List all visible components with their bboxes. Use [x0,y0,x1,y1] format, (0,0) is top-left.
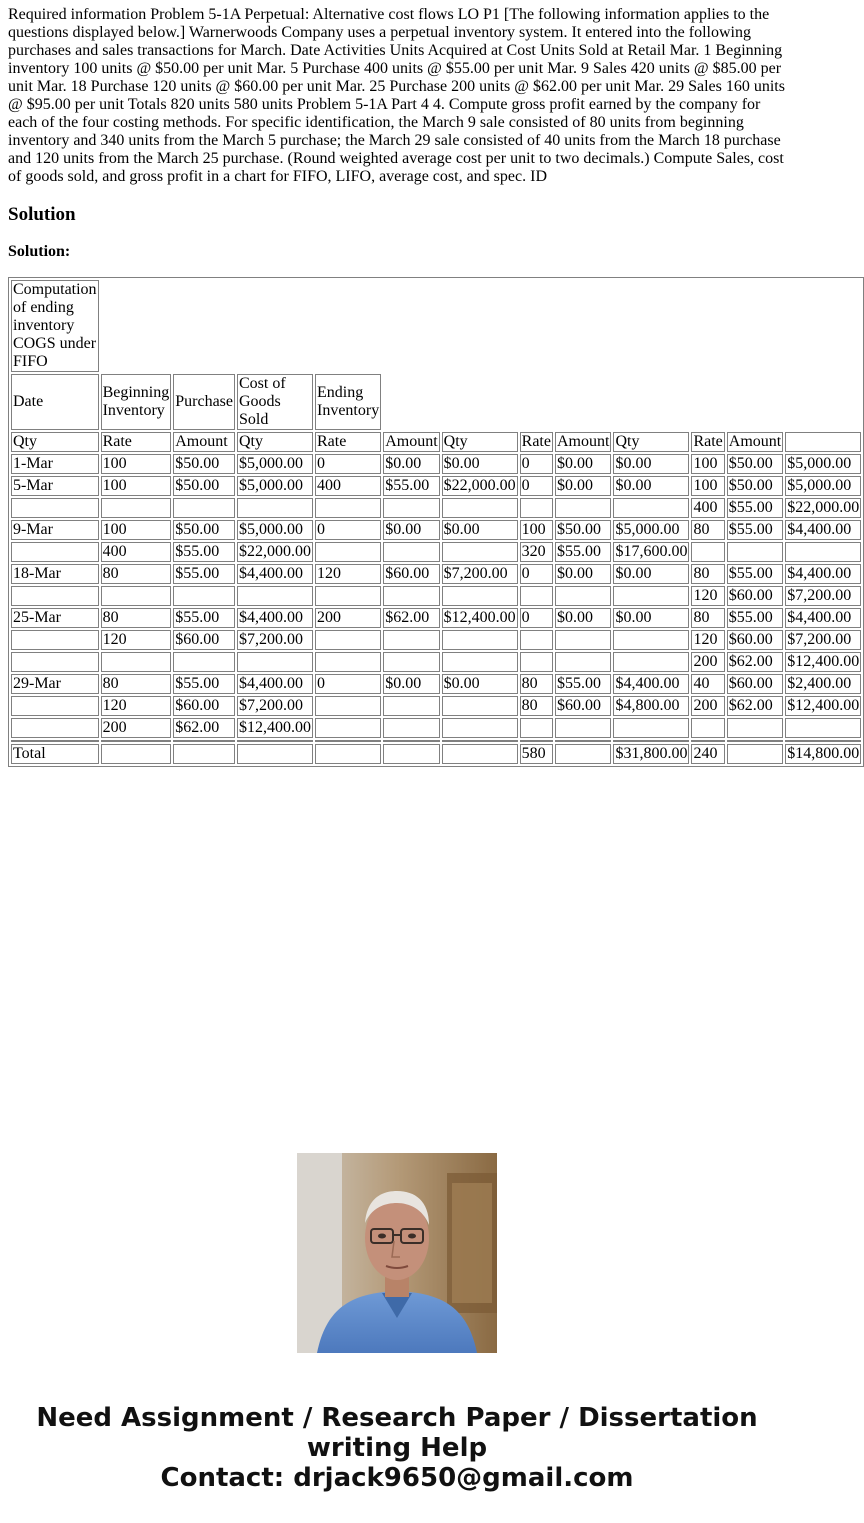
table-cell: $7,200.00 [785,586,861,606]
table-cell: $4,400.00 [785,608,861,628]
separator-cell [11,740,99,742]
table-cell [383,586,439,606]
date-cell [11,718,99,738]
table-cell: 0 [315,674,381,694]
table-cell [383,652,439,672]
date-cell: 29-Mar [11,674,99,694]
table-cell: $12,400.00 [239,719,311,736]
table-cell: $4,400.00 [237,608,313,628]
table-cell [442,542,518,562]
table-cell: $0.00 [555,476,611,496]
table-cell [613,630,689,650]
table-cell [442,630,518,650]
table-cell: 80 [101,674,172,694]
table-cell: $5,000.00 [237,520,313,540]
table-cell [520,718,553,738]
table-cell: $60.00 [383,564,439,584]
table-cell [315,718,381,738]
table-cell [613,498,689,518]
table-cell [613,652,689,672]
table-cell [555,652,611,672]
table-cell [442,696,518,716]
table-cell: $22,000.00 [787,499,860,516]
table-row [11,718,861,738]
table-cell: $55.00 [727,608,783,628]
table-cell: $62.00 [727,696,783,716]
table-row [11,476,861,496]
table-cell [315,630,381,650]
table-cell: $4,800.00 [613,696,689,716]
table-cell: 100 [520,520,553,540]
table-cell: $0.00 [442,454,518,474]
date-cell: 18-Mar [11,564,99,584]
table-cell [555,586,611,606]
table-cell: 100 [691,476,724,496]
contact-banner [0,1403,794,1493]
table-cell: 320 [520,542,553,562]
table-cell: $5,000.00 [237,454,313,474]
group-header-ending-inventory: Ending Inventory [315,374,381,430]
table-cell: 80 [101,608,172,628]
table-cell: $50.00 [727,476,783,496]
separator-cell [727,740,783,742]
fifo-computation-table [8,277,864,767]
table-cell: $0.00 [555,454,611,474]
table-row [11,696,861,716]
table-row [11,630,861,650]
table-cell: $0.00 [555,564,611,584]
group-header-cogs: Cost of Goods Sold [237,374,313,430]
table-cell: $50.00 [173,476,235,496]
column-header: Amount [556,433,610,450]
table-cell [520,652,553,672]
total-label: Total [11,744,99,764]
table-cell: $0.00 [613,608,689,628]
total-cell [315,744,381,764]
table-cell: 400 [691,498,724,518]
table-cell: $55.00 [727,498,783,518]
table-cell: 200 [315,608,381,628]
separator-cell [101,740,172,742]
table-cell: $60.00 [173,630,235,650]
table-cell: $55.00 [727,520,783,540]
table-cell [442,718,518,738]
table-cell: $55.00 [555,542,611,562]
table-row [11,542,861,562]
group-header-purchase: Purchase [173,374,235,430]
table-cell: 0 [520,454,553,474]
table-cell: $0.00 [613,564,689,584]
table-cell: $4,400.00 [785,520,861,540]
date-cell [11,696,99,716]
table-cell: $17,600.00 [615,543,688,560]
date-cell [11,542,99,562]
table-cell: $0.00 [383,520,439,540]
table-cell: 0 [520,608,553,628]
table-cell [727,542,783,562]
table-row [11,586,861,606]
table-cell: 40 [691,674,724,694]
table-cell: $0.00 [383,454,439,474]
total-cell [442,744,518,764]
table-cell [101,652,172,672]
column-header: Amount [385,433,438,450]
table-cell: $0.00 [442,520,518,540]
table-cell [383,696,439,716]
column-header: Qty [237,432,313,452]
table-row [11,498,861,518]
column-header: Qty [11,432,99,452]
table-cell: $60.00 [727,586,783,606]
total-cell: 580 [520,744,553,764]
footer-avatar-area [0,1150,794,1353]
total-cell: $31,800.00 [615,745,688,762]
table-cell [173,498,235,518]
total-cell [173,744,235,764]
date-cell: 9-Mar [11,520,99,540]
column-header: Rate [521,433,551,450]
total-cell: 240 [691,744,724,764]
table-cell [555,630,611,650]
table-cell [383,498,439,518]
author-avatar [297,1153,497,1353]
table-cell: 0 [315,520,381,540]
table-cell: $62.00 [383,608,439,628]
table-cell: $4,400.00 [785,564,861,584]
table-cell: 0 [520,476,553,496]
column-header: Qty [442,432,518,452]
table-row [11,652,861,672]
table-cell [237,652,313,672]
table-cell: $0.00 [442,674,518,694]
table-title-row [11,280,861,372]
table-cell: 100 [101,520,172,540]
table-row [11,608,861,628]
table-cell [173,652,235,672]
table-cell [315,498,381,518]
table-cell [520,498,553,518]
separator-cell [315,740,381,742]
column-header: Amount [728,433,782,450]
table-cell [237,586,313,606]
table-cell: $2,400.00 [785,674,861,694]
column-header: Qty [613,432,689,452]
table-cell: $22,000.00 [443,477,516,494]
table-cell: $60.00 [173,696,235,716]
date-cell [11,630,99,650]
table-cell [237,498,313,518]
column-header: Amount [173,432,235,452]
table-cell: $55.00 [173,564,235,584]
table-cell [383,630,439,650]
table-cell: $60.00 [555,696,611,716]
separator-cell [691,740,724,742]
separator-cell [555,740,611,742]
table-cell: 100 [101,476,172,496]
table-cell: 80 [520,674,553,694]
table-cell: $4,400.00 [613,674,689,694]
total-separator [11,740,861,742]
table-cell: 0 [520,564,553,584]
table-cell [101,498,172,518]
solution-heading: Solution [8,204,76,225]
table-cell: $50.00 [173,520,235,540]
column-header: Rate [101,432,172,452]
table-cell: $60.00 [727,630,783,650]
table-cell: $0.00 [613,476,689,496]
table-cell: $5,000.00 [785,476,861,496]
avatar-image [297,1153,497,1353]
total-cell [237,744,313,764]
total-cell [101,744,172,764]
separator-cell [237,740,313,742]
table-cell [383,542,439,562]
table-cell: $50.00 [173,454,235,474]
table-cell: $0.00 [383,674,439,694]
table-row [11,454,861,474]
table-cell: $62.00 [173,718,235,738]
table-cell: 120 [691,630,724,650]
separator-cell [442,740,518,742]
contact-line-2: writing Help [306,1433,488,1463]
group-header-row [11,374,861,430]
separator-cell [383,740,439,742]
table-cell: $5,000.00 [613,520,689,540]
table-cell: $55.00 [383,476,439,496]
table-cell: 80 [101,564,172,584]
column-header: Rate [315,432,381,452]
separator-cell [173,740,235,742]
date-cell: 25-Mar [11,608,99,628]
table-cell: 200 [691,696,724,716]
total-cell [727,744,783,764]
date-cell: 5-Mar [11,476,99,496]
table-cell [442,586,518,606]
table-cell: $7,200.00 [237,696,313,716]
table-cell: 120 [691,586,724,606]
table-container [8,277,860,767]
table-cell: $50.00 [555,520,611,540]
table-cell: $7,200.00 [785,630,861,650]
table-cell: $62.00 [727,652,783,672]
table-cell: 120 [315,564,381,584]
page-content [8,6,860,767]
table-cell: $55.00 [555,674,611,694]
table-cell: $50.00 [727,454,783,474]
contact-line-1: Need Assignment / Research Paper / Dissertation [36,1403,758,1433]
table-cell [315,542,381,562]
table-cell [785,718,861,738]
table-cell: 100 [101,454,172,474]
table-cell: 0 [315,454,381,474]
table-row [11,520,861,540]
table-cell [691,542,724,562]
table-cell [520,630,553,650]
table-cell: $0.00 [555,608,611,628]
total-cell: $14,800.00 [787,745,860,762]
table-cell: $55.00 [173,674,235,694]
table-cell [442,498,518,518]
separator-cell [520,740,553,742]
table-cell [315,652,381,672]
table-cell: $4,400.00 [237,564,313,584]
table-cell: 120 [101,630,172,650]
table-cell: $4,400.00 [237,674,313,694]
table-cell: 200 [691,652,724,672]
table-cell [555,498,611,518]
table-cell: 400 [315,476,381,496]
table-cell: 400 [101,542,172,562]
table-cell [520,586,553,606]
table-row [11,564,861,584]
separator-cell [613,740,689,742]
table-cell [315,696,381,716]
table-cell: $55.00 [173,542,235,562]
table-cell [613,718,689,738]
column-header: Rate [693,433,723,450]
date-cell [11,498,99,518]
table-cell [691,718,724,738]
table-cell: $60.00 [727,674,783,694]
table-cell: 120 [101,696,172,716]
separator-cell [785,740,861,742]
total-row [11,744,861,764]
total-cell [555,744,611,764]
table-cell: $12,400.00 [443,609,516,626]
table-cell: $12,400.00 [787,653,860,670]
column-header-blank [785,432,861,452]
table-cell: $7,200.00 [237,630,313,650]
group-header-date: Date [11,374,99,430]
table-cell: $55.00 [173,608,235,628]
table-cell [613,586,689,606]
total-cell [383,744,439,764]
table-cell: $0.00 [613,454,689,474]
table-cell: 80 [691,520,724,540]
table-cell [173,586,235,606]
table-cell: 80 [520,696,553,716]
table-cell: 200 [101,718,172,738]
column-header-row [11,432,861,452]
table-cell: $22,000.00 [239,543,311,560]
date-cell [11,586,99,606]
table-title: Computation of ending inventory COGS under FIFO [13,281,97,370]
problem-statement: Required information Problem 5-1A Perpetual: Alternative cost flows LO P1 [The following information applies to the questions displayed below.] Warnerwoods Company uses a perpetual inventory system. It entered into the following purchases and sales transactions for March. Date Activities Units Acquired at Cost Units Sold at Retail Mar. 1 Beginning inventory 100 units @ $50.00 per unit Mar. 5 Purchase 400 units @ $55.00 per unit Mar. 9 Sales 420 units @ $85.00 per unit Mar. 18 Purchase 120 units @ $60.00 per unit Mar. 25 Purchase 200 units @ $62.00 per unit Mar. 29 Sales 160 units @ $95.00 per unit Totals 820 units 580 units Problem 5-1A Part 4 4. Compute gross profit earned by the company for each of the four costing methods. For specific identification, the March 9 sale consisted of 80 units from beginning inventory and 340 units from the March 5 purchase; the March 29 sale consisted of 40 units from the March 18 purchase and 120 units from the March 25 purchase. (Round weighted average cost per unit to two decimals.) Compute Sales, cost of goods sold, and gross profit in a chart for FIFO, LIFO, average cost, and spec. ID [8,6,785,185]
solution-subheading: Solution: [8,243,71,260]
date-cell: 1-Mar [11,454,99,474]
table-cell [383,718,439,738]
table-cell: $5,000.00 [785,454,861,474]
table-cell [315,586,381,606]
table-cell: $12,400.00 [787,697,860,714]
date-cell [11,652,99,672]
table-cell: $55.00 [727,564,783,584]
table-cell [727,718,783,738]
table-cell [785,542,861,562]
table-cell: $7,200.00 [442,564,518,584]
table-cell [442,652,518,672]
group-header-beginning-inventory: Beginning Inventory [101,374,172,430]
table-cell [101,586,172,606]
table-cell: 80 [691,608,724,628]
table-cell: 100 [691,454,724,474]
contact-line-3: Contact: drjack9650@gmail.com [160,1463,634,1493]
table-cell: 80 [691,564,724,584]
table-cell [555,718,611,738]
table-cell: $5,000.00 [237,476,313,496]
table-row [11,674,861,694]
